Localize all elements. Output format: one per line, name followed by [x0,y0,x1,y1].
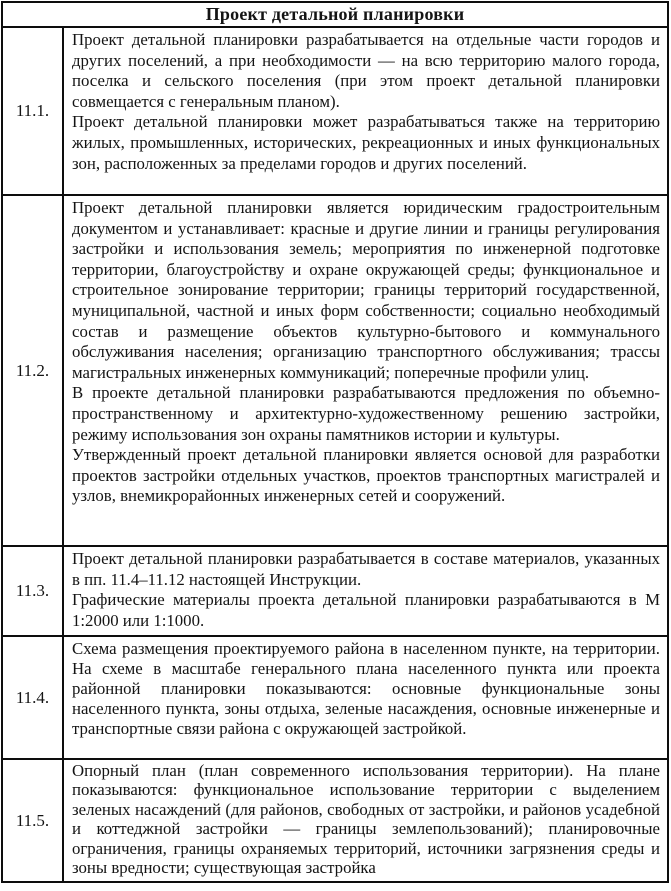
table-row [3,547,667,637]
paragraph: Проект детальной планировки разрабатывается на отдельные части городов и других поселений, а при необходимости — на всю территорию малого города, поселка и сельского поселения (при этом проект детальной планировки совмещается с генеральным планом). [72,30,660,111]
row-text [64,547,667,635]
row-number: 11.1. [3,28,64,194]
table-row [3,196,667,547]
paragraph: Опорный план (план современного использования территории). На плане показываются: функциональное использование территории с выделением зеленых насаждений (для районов, свободных от застройки, и районов усадебной и коттеджной застройки — границы землепользований); планировочные ограничения, границы охраняемых территорий, источники загрязнения среды и зоны вредности; существующая застройка [72,761,660,878]
row-number: 11.2. [3,196,64,545]
row-text [64,760,667,881]
row-text [64,196,667,545]
row-text [64,28,667,194]
paragraph: Проект детальной планировки может разрабатываться также на территорию жилых, промышленных, исторических, рекреационных и иных функциональных зон, расположенных за пределами городов и других поселений. [72,112,660,173]
table-row [3,760,667,881]
paragraph: В проекте детальной планировки разрабатываются предложения по объемно-пространственному и архитектурно-художественному решению застройки, режиму использования зон охраны памятников истории и культуры. [72,383,660,444]
paragraph: Проект детальной планировки разрабатывается в составе материалов, указанных в пп. 11.4–11.12 настоящей Инструкции. [72,549,660,589]
row-number: 11.3. [3,547,64,635]
table-title-row [3,3,667,28]
paragraph: Графические материалы проекта детальной планировки разрабатываются в М 1:2000 или 1:1000. [72,590,660,630]
paragraph: Утвержденный проект детальной планировки является основой для разработки проектов застройки отдельных участков, проектов транспортных магистралей и узлов, внемикрорайонных инженерных сетей и сооружений. [72,445,660,506]
table-row [3,28,667,196]
paragraph: Схема размещения проектируемого района в населенном пункте, на территории. На схеме в масштабе генерального плана населенного пункта или проекта районной планировки показываются: основные функциональные зоны населенного пункта, зоны отдыха, зеленые насаждения, основные инженерные и транспортные связи района с окружающей застройкой. [72,639,660,738]
table-row [3,637,667,760]
row-text [64,637,667,758]
detailed-planning-table [1,1,669,883]
row-number: 11.4. [3,637,64,758]
table-title: Проект детальной планировки [205,4,465,24]
paragraph: Проект детальной планировки является юридическим градостроительным документом и устанавливает: красные и другие линии и границы регулирования застройки и использования земель; мероприятия по инженерной подготовке территории, благоустройству и охране окружающей среды; функциональное и строительное зонирование территории; границы территорий государственной, муниципальной, частной и иных форм собственности; социально необходимый состав и размещение объектов культурно-бытового и коммунального обслуживания населения; организацию транспортного обслуживания; трассы магистральных инженерных коммуникаций; поперечные профили улиц. [72,198,660,382]
row-number: 11.5. [3,760,64,881]
